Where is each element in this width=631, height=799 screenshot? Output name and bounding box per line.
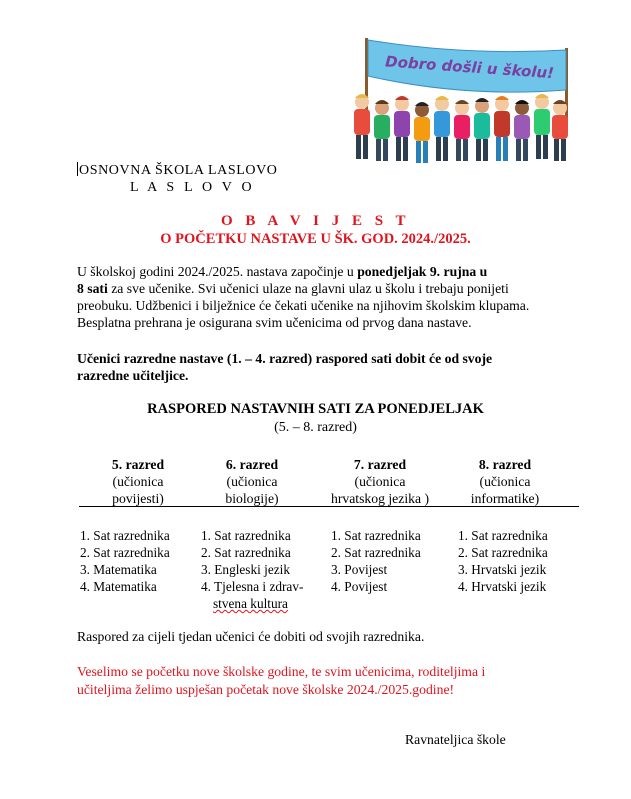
children-group [354, 94, 568, 163]
list-item: 3. Hrvatski jezik [458, 562, 547, 577]
room-label: (učionica [479, 474, 531, 489]
list-item: 4. Tjelesna i zdrav- [201, 579, 304, 594]
school-name-text: OSNOVNA ŠKOLA LASLOVO [79, 163, 278, 178]
intro-line3-text: preobuku. Udžbenici i bilježnice će čekati učenike na njihovim školskim klupama. [77, 298, 530, 313]
closing-line1: Veselimo se početku nove školske godine, te svim učenicima, roditeljima i [77, 664, 486, 679]
intro-line4-text: Besplatna prehrana je osigurana svim učenicima od prvog dana nastave. [77, 315, 472, 330]
list-item: 2. Sat razrednika [331, 545, 421, 560]
notice-title: O B A V I J E S T [220, 213, 411, 229]
closing-line2: učiteljima želimo uspješan početak nove školske 2024./2025.godine! [77, 682, 455, 697]
list-item: 2. Sat razrednika [458, 545, 548, 560]
list-item-continuation [201, 595, 303, 612]
lower-grades-line1: Učenici razredne nastave (1. – 4. razred) raspored sati dobit će od svoje [77, 351, 493, 366]
column-header-8 [450, 456, 560, 507]
lesson-list-7 [331, 527, 421, 595]
list-item: 1. Sat razrednika [80, 528, 170, 543]
lower-grades-line2: razredne učiteljice. [77, 368, 189, 383]
text-cursor [77, 162, 78, 176]
intro-line1-text: U školskoj godini 2024./2025. nastava započinje u [77, 264, 358, 279]
room-label: (učionica [226, 474, 278, 489]
intro-paragraph [77, 263, 582, 331]
room-label: (učionica [354, 474, 406, 489]
list-item: 1. Sat razrednika [201, 528, 291, 543]
column-header-6 [197, 456, 307, 507]
room-name: biologije) [225, 491, 279, 506]
lesson-list-8 [458, 527, 548, 595]
list-item: 4. Hrvatski jezik [458, 579, 547, 594]
class-label: 6. razred [225, 457, 279, 472]
welcome-banner-illustration [340, 28, 580, 173]
lesson-list-5 [80, 527, 170, 595]
room-name: povijesti) [112, 491, 164, 506]
closing-wishes [77, 663, 485, 699]
list-item: 4. Povijest [331, 579, 388, 594]
class-label: 5. razred [111, 457, 165, 472]
room-name: informatike) [470, 491, 540, 506]
notice-subtitle: O POČETKU NASTAVE U ŠK. GOD. 2024./2025. [160, 231, 471, 247]
schedule-subtitle: (5. – 8. razred) [274, 420, 357, 435]
list-item: 3. Matematika [80, 562, 157, 577]
column-header-5 [83, 456, 193, 507]
list-item: 1. Sat razrednika [458, 528, 548, 543]
start-date-bold: ponedjeljak 9. rujna u [357, 264, 488, 279]
list-item: 2. Sat razrednika [201, 545, 291, 560]
school-name [77, 162, 278, 179]
class-label: 8. razred [478, 457, 532, 472]
class-label: 7. razred [353, 457, 407, 472]
lower-grades-paragraph [77, 350, 582, 384]
list-item: 2. Sat razrednika [80, 545, 170, 560]
lesson-list-6 [201, 527, 303, 612]
weekly-schedule-note: Raspored za cijeli tjedan učenici će dobiti od svojih razrednika. [77, 629, 425, 644]
signature: Ravnateljica škole [405, 732, 506, 747]
banner-text: Dobro došli u školu! [384, 52, 555, 83]
school-town: L A S L O V O [130, 180, 255, 195]
list-item: 3. Engleski jezik [201, 562, 290, 577]
schedule-divider [79, 506, 579, 507]
room-label: (učionica [112, 474, 164, 489]
room-name: hrvatskog jezika ) [330, 491, 430, 506]
list-item: 3. Povijest [331, 562, 388, 577]
start-time-bold: 8 sati [77, 281, 108, 296]
column-header-7 [315, 456, 445, 507]
list-item: 1. Sat razrednika [331, 528, 421, 543]
schedule-title: RASPORED NASTAVNIH SATI ZA PONEDJELJAK [147, 401, 484, 417]
list-item: 4. Matematika [80, 579, 157, 594]
continuation-text: stvena kultura [213, 596, 288, 611]
intro-line2-text: za sve učenike. Svi učenici ulaze na glavni ulaz u školu i trebaju ponijeti [107, 281, 509, 296]
